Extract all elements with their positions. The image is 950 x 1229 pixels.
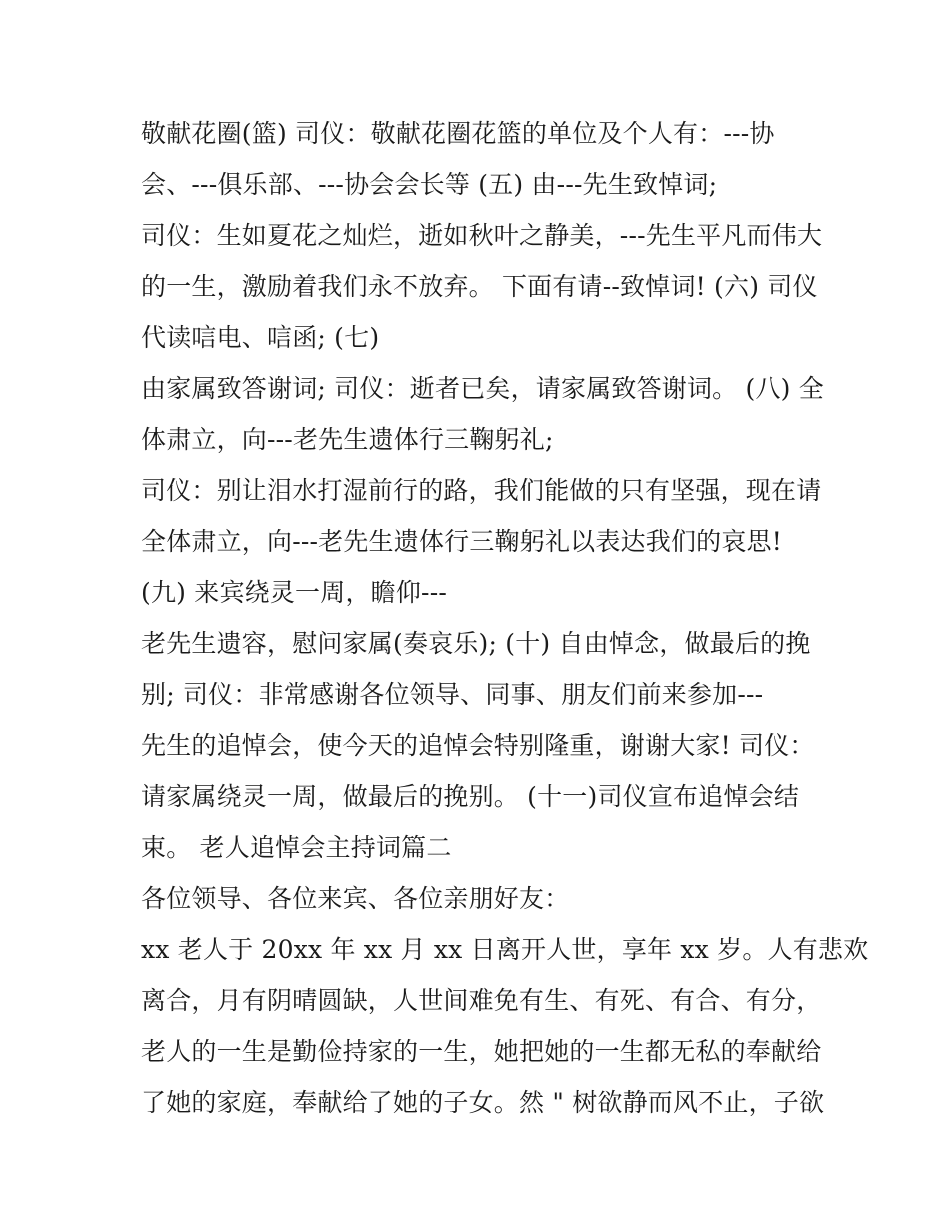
- text-line: 老先生遗容，慰问家属(奏哀乐); (十) 自由悼念，做最后的挽: [141, 629, 811, 658]
- text-line: 司仪：生如夏花之灿烂，逝如秋叶之静美，---先生平凡而伟大: [141, 221, 823, 250]
- text-line: 的一生，激励着我们永不放弃。 下面有请--致悼词! (六) 司仪: [141, 272, 818, 301]
- text-line: 全体肃立，向---老先生遗体行三鞠躬礼以表达我们的哀思!: [141, 527, 782, 556]
- text-line: 束。 老人追悼会主持词篇二: [141, 833, 452, 862]
- text-line: 敬献花圈(篮) 司仪：敬献花圈花篮的单位及个人有：---协: [141, 119, 775, 148]
- text-line: 代读唁电、唁函; (七): [141, 323, 380, 352]
- text-line: 会、---俱乐部、---协会会长等 (五) 由---先生致悼词;: [141, 170, 718, 199]
- text-line: 别; 司仪：非常感谢各位领导、同事、朋友们前来参加---: [141, 680, 764, 709]
- document-body: [141, 108, 869, 1128]
- text-line: 由家属致答谢词; 司仪：逝者已矣，请家属致答谢词。 (八) 全: [141, 374, 824, 403]
- text-line: 请家属绕灵一周，做最后的挽别。 (十一)司仪宣布追悼会结: [141, 782, 800, 811]
- text-line: xx 老人于 20xx 年 xx 月 xx 日离开人世，享年 xx 岁。人有悲欢: [141, 935, 869, 964]
- text-line: 离合，月有阴晴圆缺，人世间难免有生、有死、有合、有分，: [141, 986, 822, 1015]
- text-line: 老人的一生是勤俭持家的一生，她把她的一生都无私的奉献给: [141, 1037, 822, 1066]
- text-line: (九) 来宾绕灵一周，瞻仰---: [141, 578, 447, 607]
- text-line: 体肃立，向---老先生遗体行三鞠躬礼;: [141, 425, 554, 454]
- text-line: 司仪：别让泪水打湿前行的路，我们能做的只有坚强，现在请: [141, 476, 822, 505]
- text-line: 了她的家庭，奉献给了她的子女。然 " 树欲静而风不止，子欲: [141, 1088, 825, 1117]
- text-line: 各位领导、各位来宾、各位亲朋好友：: [141, 884, 570, 913]
- text-line: 先生的追悼会，使今天的追悼会特别隆重，谢谢大家! 司仪：: [141, 731, 815, 760]
